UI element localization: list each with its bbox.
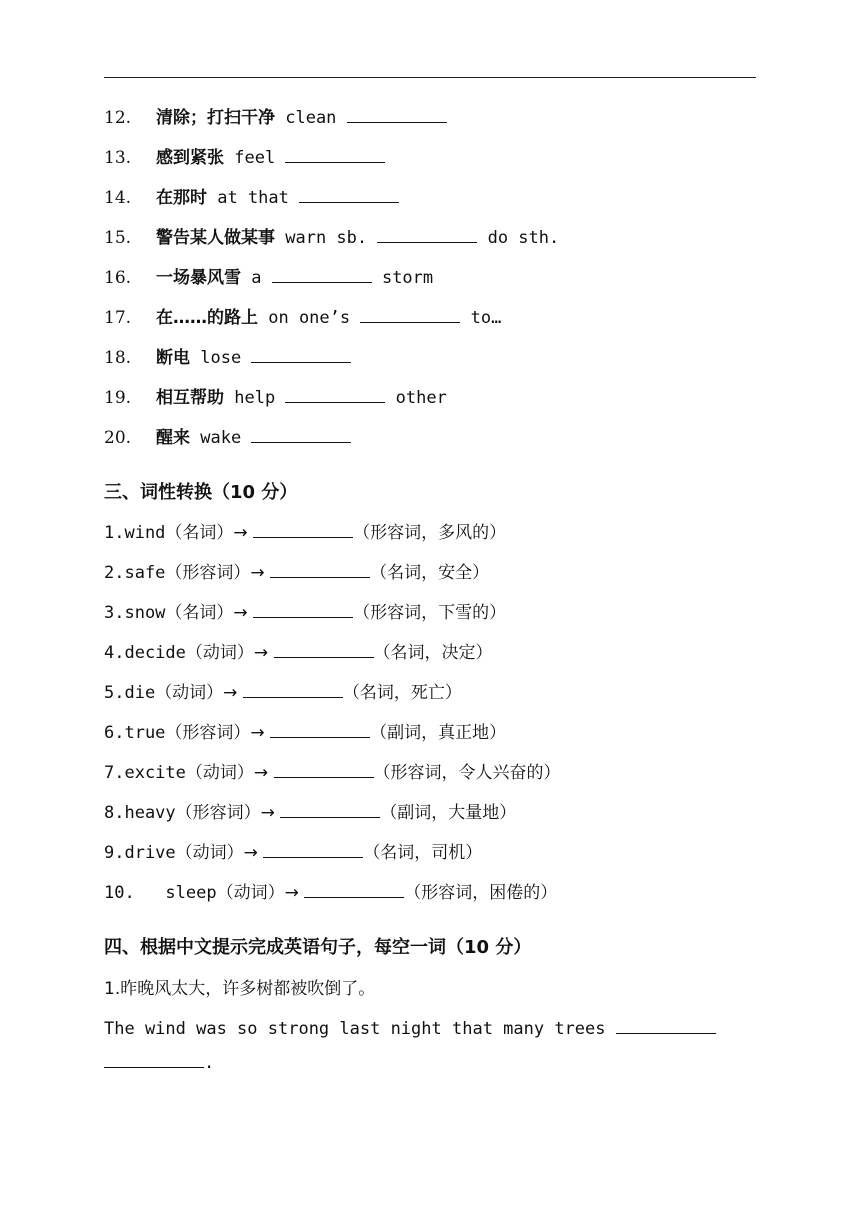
question-1-english: The wind was so strong last night that many trees <box>104 1016 716 1042</box>
answer-blank[interactable] <box>616 1017 716 1034</box>
conversion-item: 8.heavy（形容词）→ （副词，大量地） <box>104 803 517 823</box>
phrase-item: 15. 警告某人做某事 warn sb. do sth. <box>104 228 560 248</box>
phrase-item: 12. 清除；打扫干净 clean <box>104 105 447 131</box>
conversion-item: 6.true（形容词）→ （副词，真正地） <box>104 723 507 743</box>
answer-blank[interactable] <box>104 1051 204 1068</box>
phrase-item: 18. 断电 lose <box>104 345 351 371</box>
conversion-item: 5.die（动词）→ （名词，死亡） <box>104 683 462 703</box>
answer-blank[interactable] <box>285 146 385 163</box>
conversion-item: 3.snow（名词）→ （形容词，下雪的） <box>104 603 507 623</box>
conversion-item: 10. sleep（动词）→ （形容词，困倦的） <box>104 883 558 903</box>
answer-blank[interactable] <box>274 761 374 778</box>
answer-blank[interactable] <box>270 561 370 578</box>
conversion-item: 7.excite（动词）→ （形容词，令人兴奋的） <box>104 763 561 783</box>
phrase-item: 17. 在……的路上 on one’s to… <box>104 308 502 328</box>
conversion-item: 4.decide（动词）→ （名词，决定） <box>104 643 493 663</box>
phrase-item: 19. 相互帮助 help other <box>104 388 447 408</box>
question-1-chinese: 1.昨晚风太大，许多树都被吹倒了。 <box>104 979 376 999</box>
answer-blank[interactable] <box>360 306 460 323</box>
header-rule <box>104 77 756 78</box>
answer-blank[interactable] <box>253 521 353 538</box>
answer-blank[interactable] <box>280 801 380 818</box>
phrase-item: 14. 在那时 at that <box>104 185 399 211</box>
answer-blank[interactable] <box>270 721 370 738</box>
answer-blank[interactable] <box>304 881 404 898</box>
answer-blank[interactable] <box>251 426 351 443</box>
phrase-item: 20. 醒来 wake <box>104 425 351 451</box>
answer-blank[interactable] <box>274 641 374 658</box>
section-3-title: 三、词性转换（10 分） <box>104 482 298 503</box>
conversion-item: 9.drive（动词）→ （名词，司机） <box>104 843 483 863</box>
answer-blank[interactable] <box>377 226 477 243</box>
answer-blank[interactable] <box>347 106 447 123</box>
answer-blank[interactable] <box>285 386 385 403</box>
phrase-item: 13. 感到紧张 feel <box>104 145 385 171</box>
section-4-title: 四、根据中文提示完成英语句子，每空一词（10 分） <box>104 937 532 958</box>
answer-blank[interactable] <box>263 841 363 858</box>
conversion-item: 2.safe（形容词）→ （名词，安全） <box>104 563 490 583</box>
answer-blank[interactable] <box>243 681 343 698</box>
answer-blank[interactable] <box>299 186 399 203</box>
answer-blank[interactable] <box>253 601 353 618</box>
answer-blank[interactable] <box>251 346 351 363</box>
phrase-item: 16. 一场暴风雪 a storm <box>104 268 434 288</box>
answer-blank[interactable] <box>272 266 372 283</box>
question-1-english-cont: . <box>104 1050 214 1076</box>
conversion-item: 1.wind（名词）→ （形容词，多风的） <box>104 523 507 543</box>
